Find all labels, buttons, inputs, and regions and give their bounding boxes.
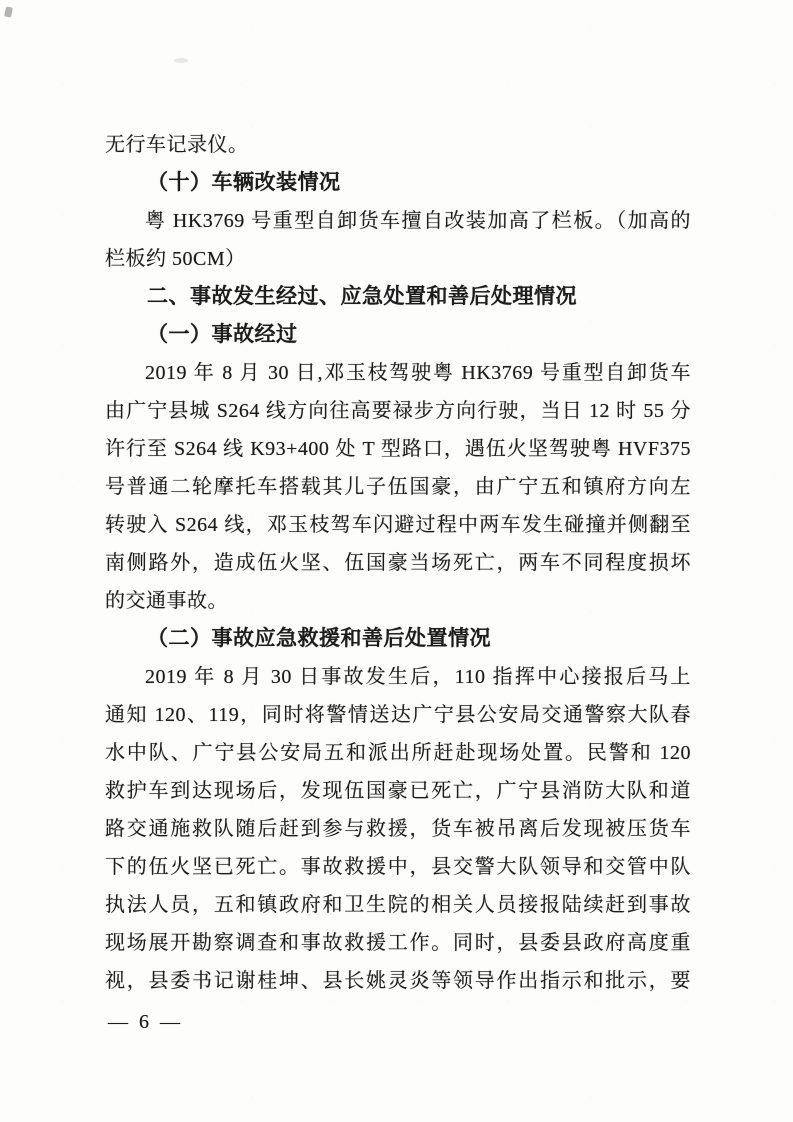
section-heading: 二、事故发生经过、应急处置和善后处理情况	[147, 285, 577, 308]
text-line: 许行至 S264 线 K93+400 处 T 型路口，遇伍火坚驾驶粤 HVF375	[105, 438, 691, 460]
scan-artifact	[4, 6, 13, 17]
document-body	[105, 126, 691, 1000]
text-line: 南侧路外，造成伍火坚、伍国豪当场死亡，两车不同程度损坏	[105, 552, 691, 574]
text-line: 通知 120、119，同时将警情送达广宁县公安局交通警察大队春	[105, 704, 691, 726]
text-line: 转驶入 S264 线，邓玉枝驾车闪避过程中两车发生碰撞并侧翻至	[105, 514, 691, 536]
section-heading: （十）车辆改装情况	[147, 171, 341, 194]
text-line: 水中队、广宁县公安局五和派出所赶赴现场处置。民警和 120	[105, 742, 691, 764]
text-line: 下的伍火坚已死亡。事故救援中，县交警大队领导和交管中队	[105, 856, 691, 878]
text-line: 路交通施救队随后赶到参与救援，货车被吊离后发现被压货车	[105, 818, 691, 840]
text-line: 救护车到达现场后，发现伍国豪已死亡，广宁县消防大队和道	[105, 780, 691, 802]
text-line: 的交通事故。	[105, 590, 228, 612]
text-line: 执法人员，五和镇政府和卫生院的相关人员接报陆续赶到事故	[105, 894, 691, 916]
text-line: 现场展开勘察调查和事故救援工作。同时，县委县政府高度重	[105, 932, 691, 954]
text-line: 2019 年 8 月 30 日事故发生后，110 指挥中心接报后马上	[145, 666, 691, 688]
text-line: 由广宁县城 S264 线方向往高要禄步方向行驶，当日 12 时 55 分	[105, 400, 691, 422]
text-line: 无行车记录仪。	[105, 134, 249, 156]
text-line: 视，县委书记谢桂坤、县长姚灵炎等领导作出指示和批示，要	[105, 970, 691, 992]
text-line: 栏板约 50CM）	[105, 248, 246, 270]
scan-artifact	[174, 58, 188, 63]
text-line: 号普通二轮摩托车搭载其儿子伍国豪，由广宁五和镇府方向左	[105, 476, 691, 498]
section-heading: （二）事故应急救援和善后处置情况	[147, 627, 491, 650]
section-heading: （一）事故经过	[147, 323, 298, 346]
text-line: 2019 年 8 月 30 日,邓玉枝驾驶粤 HK3769 号重型自卸货车	[145, 362, 691, 384]
text-line: 粤 HK3769 号重型自卸货车擅自改装加高了栏板。（加高的	[145, 210, 691, 232]
page-number: — 6 —	[108, 1011, 183, 1033]
